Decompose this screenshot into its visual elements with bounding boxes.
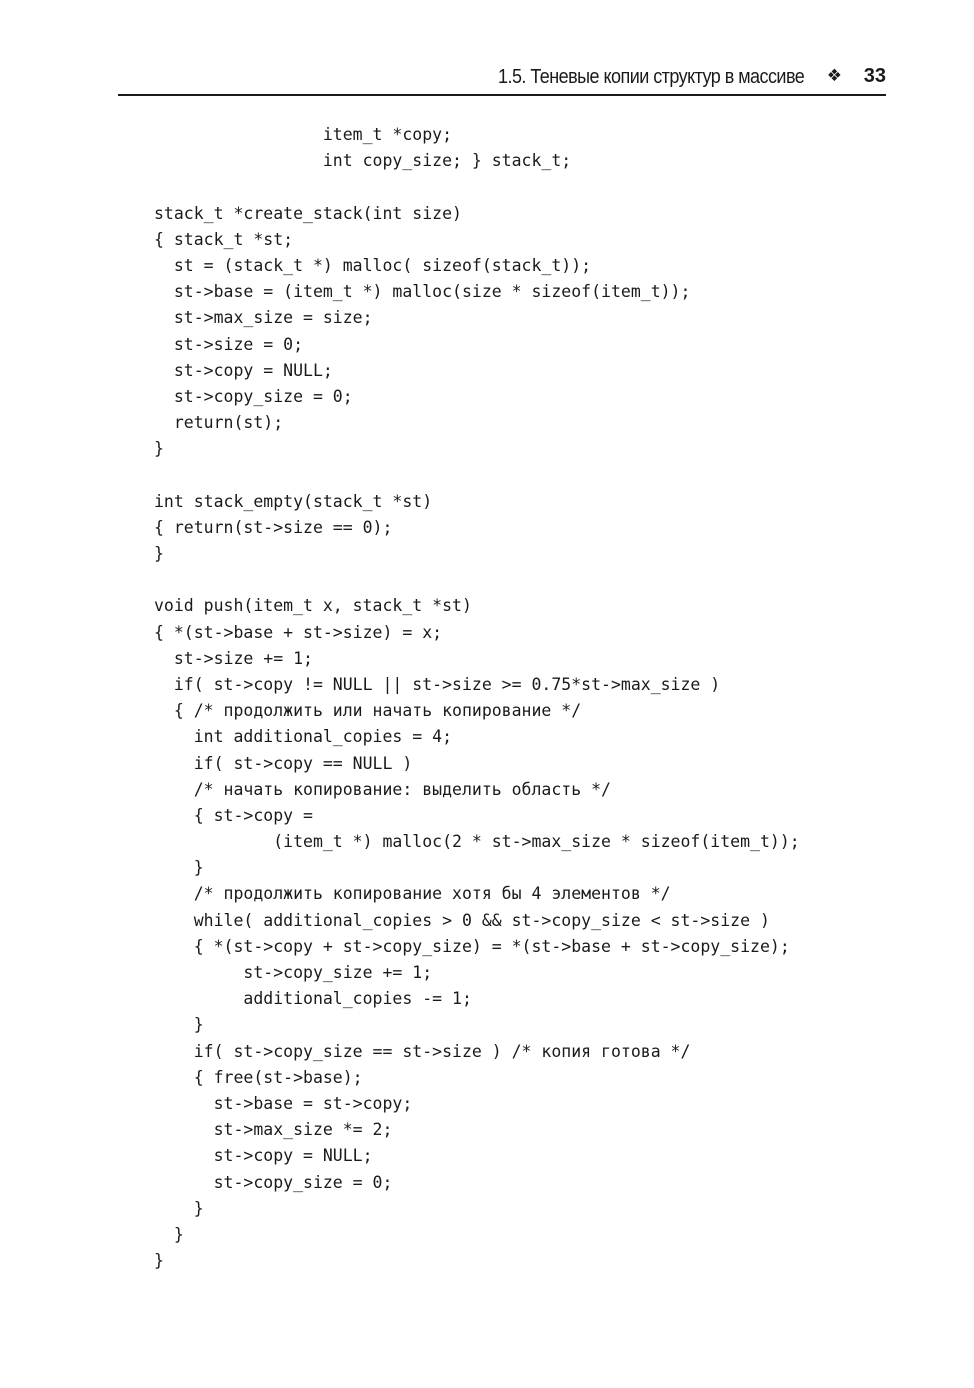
code-line bbox=[154, 174, 800, 200]
code-line: st->size += 1; bbox=[154, 648, 313, 668]
code-line: { *(st->copy + st->copy_size) = *(st->base + st->copy_size); bbox=[154, 936, 790, 956]
running-header bbox=[118, 62, 886, 96]
code-line: /* продолжить копирование хотя бы 4 элементов */ bbox=[154, 884, 671, 904]
code-line: } bbox=[154, 1251, 164, 1271]
code-line: st->max_size = size; bbox=[154, 308, 373, 328]
code-line bbox=[154, 567, 800, 593]
code-line: st = (stack_t *) malloc( sizeof(stack_t)); bbox=[154, 255, 592, 275]
code-line: { /* продолжить или начать копирование */ bbox=[154, 701, 582, 721]
page-number: 33 bbox=[863, 65, 886, 87]
code-line: if( st->copy_size == st->size ) /* копия готова */ bbox=[154, 1041, 691, 1061]
code-line: st->size = 0; bbox=[154, 334, 304, 354]
code-line: { stack_t *st; bbox=[154, 229, 294, 249]
code-line: /* начать копирование: выделить область */ bbox=[154, 779, 611, 799]
code-line: int additional_copies = 4; bbox=[154, 727, 453, 747]
code-line: while( additional_copies > 0 && st->copy_size < st->size ) bbox=[154, 910, 770, 930]
code-line: } bbox=[154, 439, 164, 459]
code-line: if( st->copy == NULL ) bbox=[154, 753, 413, 773]
code-line: int copy_size; } stack_t; bbox=[154, 151, 572, 171]
code-line: } bbox=[154, 1198, 204, 1218]
code-line: st->max_size *= 2; bbox=[154, 1120, 393, 1140]
code-line: st->copy_size = 0; bbox=[154, 1172, 393, 1192]
code-line: { return(st->size == 0); bbox=[154, 517, 393, 537]
ornament-icon: ❖ bbox=[826, 66, 842, 86]
code-line: } bbox=[154, 544, 164, 563]
code-line: return(st); bbox=[154, 413, 284, 433]
code-line: additional_copies -= 1; bbox=[154, 989, 472, 1009]
code-line: { st->copy = bbox=[154, 805, 313, 825]
code-line: void push(item_t x, stack_t *st) bbox=[154, 596, 472, 616]
code-line: st->copy_size = 0; bbox=[154, 386, 353, 406]
code-line bbox=[154, 462, 800, 488]
code-line: int stack_empty(stack_t *st) bbox=[154, 491, 433, 511]
code-line: st->copy = NULL; bbox=[154, 1146, 373, 1166]
code-line: } bbox=[154, 1015, 204, 1035]
code-line: (item_t *) malloc(2 * st->max_size * sizeof(item_t)); bbox=[154, 832, 800, 852]
code-line: } bbox=[154, 1224, 184, 1244]
code-listing bbox=[154, 122, 800, 1274]
code-line: } bbox=[154, 858, 204, 878]
code-line: item_t *copy; bbox=[154, 125, 453, 144]
code-line: st->copy = NULL; bbox=[154, 360, 333, 380]
code-line: st->base = st->copy; bbox=[154, 1093, 413, 1113]
code-line: { *(st->base + st->size) = x; bbox=[154, 622, 443, 642]
code-line: stack_t *create_stack(int size) bbox=[154, 203, 462, 223]
code-line: { free(st->base); bbox=[154, 1067, 363, 1087]
code-line: st->copy_size += 1; bbox=[154, 963, 433, 982]
code-line: st->base = (item_t *) malloc(size * sizeof(item_t)); bbox=[154, 282, 691, 302]
section-title: 1.5. Теневые копии структур в массиве bbox=[497, 66, 804, 88]
code-line: if( st->copy != NULL || st->size >= 0.75*st->max_size ) bbox=[154, 674, 721, 694]
